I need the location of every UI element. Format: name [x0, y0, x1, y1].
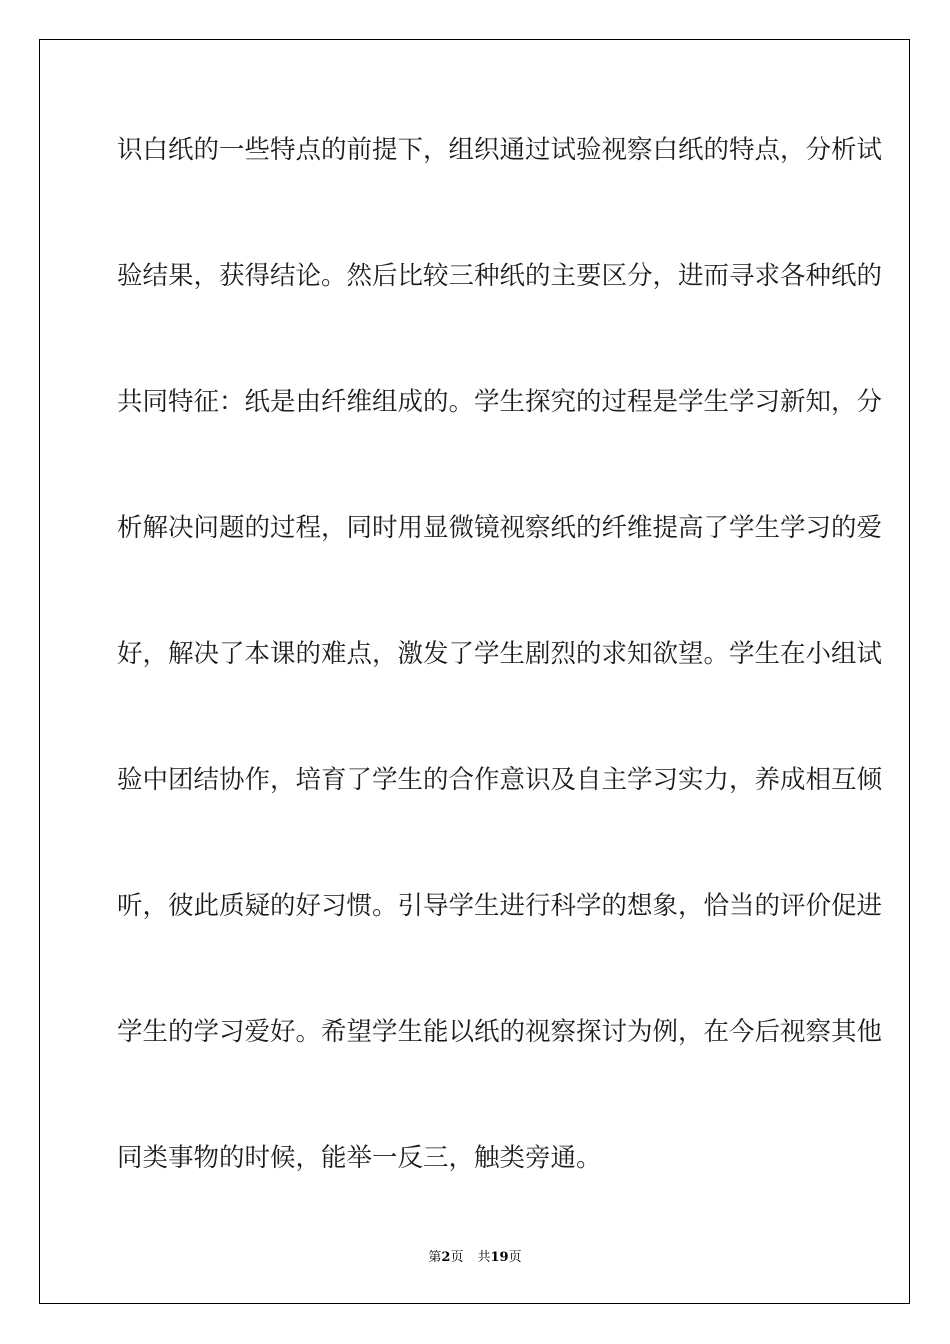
- total-page-number: 19: [490, 1250, 509, 1265]
- total-pages-indicator: 共19页: [477, 1250, 522, 1265]
- text-line: 验结果，获得结论。然后比较三种纸的主要区分，进而寻求各种纸的: [117, 261, 883, 291]
- page-indicator: 第2页: [428, 1250, 464, 1265]
- text-line: 听，彼此质疑的好习惯。引导学生进行科学的想象，恰当的评价促进: [117, 891, 883, 921]
- text-line: 识白纸的一些特点的前提下，组织通过试验视察白纸的特点，分析试: [117, 135, 883, 165]
- text-line: 学生的学习爱好。希望学生能以纸的视察探讨为例，在今后视察其他: [117, 1017, 883, 1047]
- current-page-number: 2: [441, 1250, 451, 1265]
- text-line: 析解决问题的过程，同时用显微镜视察纸的纤维提高了学生学习的爱: [117, 513, 883, 543]
- text-line: 验中团结协作，培育了学生的合作意识及自主学习实力，养成相互倾: [117, 765, 883, 795]
- text-line: 共同特征：纸是由纤维组成的。学生探究的过程是学生学习新知，分: [117, 387, 883, 417]
- text-line: 同类事物的时候，能举一反三，触类旁通。: [117, 1143, 602, 1173]
- document-body: [117, 126, 883, 1260]
- text-line: 好，解决了本课的难点，激发了学生剧烈的求知欲望。学生在小组试: [117, 639, 883, 669]
- page-footer: [0, 1248, 950, 1268]
